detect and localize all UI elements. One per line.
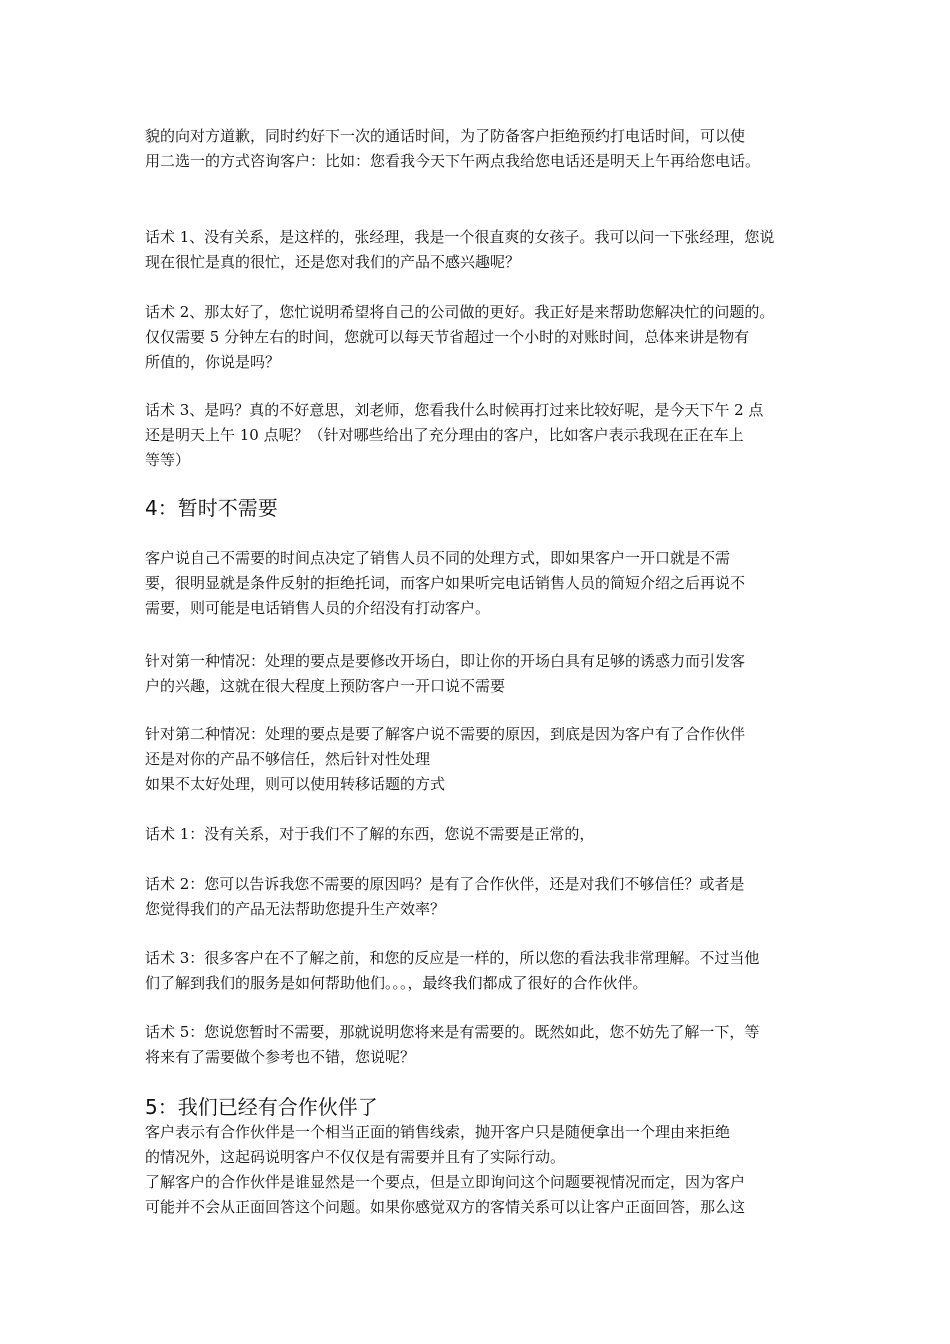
text-line: 客户说自己不需要的时间点决定了销售人员不同的处理方式，即如果客户一开口就是不需 (145, 549, 731, 567)
talk-2-paragraph (145, 872, 813, 922)
text-line: 了解客户的合作伙伴是谁显然是一个要点，但是立即询问这个问题要视情况而定，因为客户 (145, 1173, 746, 1191)
section-5-paragraph (145, 1120, 813, 1220)
text-line: 您觉得我们的产品无法帮助您提升生产效率？ (145, 900, 446, 918)
case-1-paragraph (145, 649, 813, 699)
text-line: 话术 1：没有关系，对于我们不了解的东西，您说不需要是正常的， (145, 825, 595, 843)
script-1-paragraph (145, 225, 813, 275)
talk-5-paragraph (145, 1020, 813, 1070)
text-line: 将来有了需要做个参考也不错，您说呢？ (145, 1048, 416, 1066)
text-line: 针对第一种情况：处理的要点是要修改开场白，即让你的开场白具有足够的诱惑力而引发客 (145, 652, 746, 670)
talk-3-paragraph (145, 946, 813, 996)
text-line: 话术 2、那太好了，您忙说明希望将自己的公司做的更好。我正好是来帮助您解决忙的问题的。 (145, 303, 775, 321)
intro-paragraph (145, 124, 813, 174)
text-line: 如果不太好处理，则可以使用转移话题的方式 (145, 775, 446, 793)
script-3-paragraph (145, 398, 813, 473)
text-line: 要，很明显就是条件反射的拒绝托词，而客户如果听完电话销售人员的简短介绍之后再说不 (145, 574, 746, 592)
text-line: 针对第二种情况：处理的要点是要了解客户说不需要的原因，到底是因为客户有了合作伙伴 (145, 725, 746, 743)
section-4-heading: 4：暂时不需要 (145, 496, 278, 520)
text-line: 需要，则可能是电话销售人员的介绍没有打动客户。 (145, 599, 491, 617)
text-line: 还是明天上午 10 点呢？（针对哪些给出了充分理由的客户，比如客户表示我现在正在车上 (145, 426, 744, 444)
script-2-paragraph (145, 300, 813, 375)
text-line: 貌的向对方道歉，同时约好下一次的通话时间，为了防备客户拒绝预约打电话时间，可以使 (145, 127, 746, 145)
text-line: 现在很忙是真的很忙，还是您对我们的产品不感兴趣呢？ (145, 253, 521, 271)
text-line: 还是对你的产品不够信任，然后针对性处理 (145, 750, 431, 768)
section-5-heading: 5：我们已经有合作伙伴了 (145, 1095, 378, 1119)
text-line: 户的兴趣，这就在很大程度上预防客户一开口说不需要 (145, 677, 506, 695)
text-line: 可能并不会从正面回答这个问题。如果你感觉双方的客情关系可以让客户正面回答，那么这 (145, 1198, 746, 1216)
text-line: 话术 2：您可以告诉我您不需要的原因吗？是有了合作伙伴，还是对我们不够信任？或者是 (145, 875, 745, 893)
text-line: 所值的，你说是吗？ (145, 353, 281, 371)
text-line: 话术 3：很多客户在不了解之前，和您的反应是一样的，所以您的看法我非常理解。不过当他 (145, 949, 760, 967)
text-line: 等等） (145, 451, 191, 469)
text-line: 们了解到我们的服务是如何帮助他们。。。，最终我们都成了很好的合作伙伴。 (145, 974, 648, 992)
talk-1-paragraph (145, 822, 813, 847)
text-line: 仅仅需要 5 分钟左右的时间，您就可以每天节省超过一个小时的对账时间，总体来讲是物有 (145, 328, 750, 346)
text-line: 话术 3、是吗？真的不好意思，刘老师，您看我什么时候再打过来比较好呢，是今天下午 2 点 (145, 401, 764, 419)
text-line: 用二选一的方式咨询客户：比如：您看我今天下午两点我给您电话还是明天上午再给您电话。 (145, 152, 761, 170)
text-line: 的情况外，这起码说明客户不仅仅是有需要并且有了实际行动。 (145, 1148, 566, 1166)
text-line: 话术 5：您说您暂时不需要，那就说明您将来是有需要的。既然如此，您不妨先了解一下，等 (145, 1023, 760, 1041)
text-line: 客户表示有合作伙伴是一个相当正面的销售线索，抛开客户只是随便拿出一个理由来拒绝 (145, 1123, 731, 1141)
case-2-paragraph (145, 722, 813, 797)
text-line: 话术 1、没有关系，是这样的，张经理，我是一个很直爽的女孩子。我可以问一下张经理，您说 (145, 228, 775, 246)
section-4-intro-paragraph (145, 546, 813, 621)
